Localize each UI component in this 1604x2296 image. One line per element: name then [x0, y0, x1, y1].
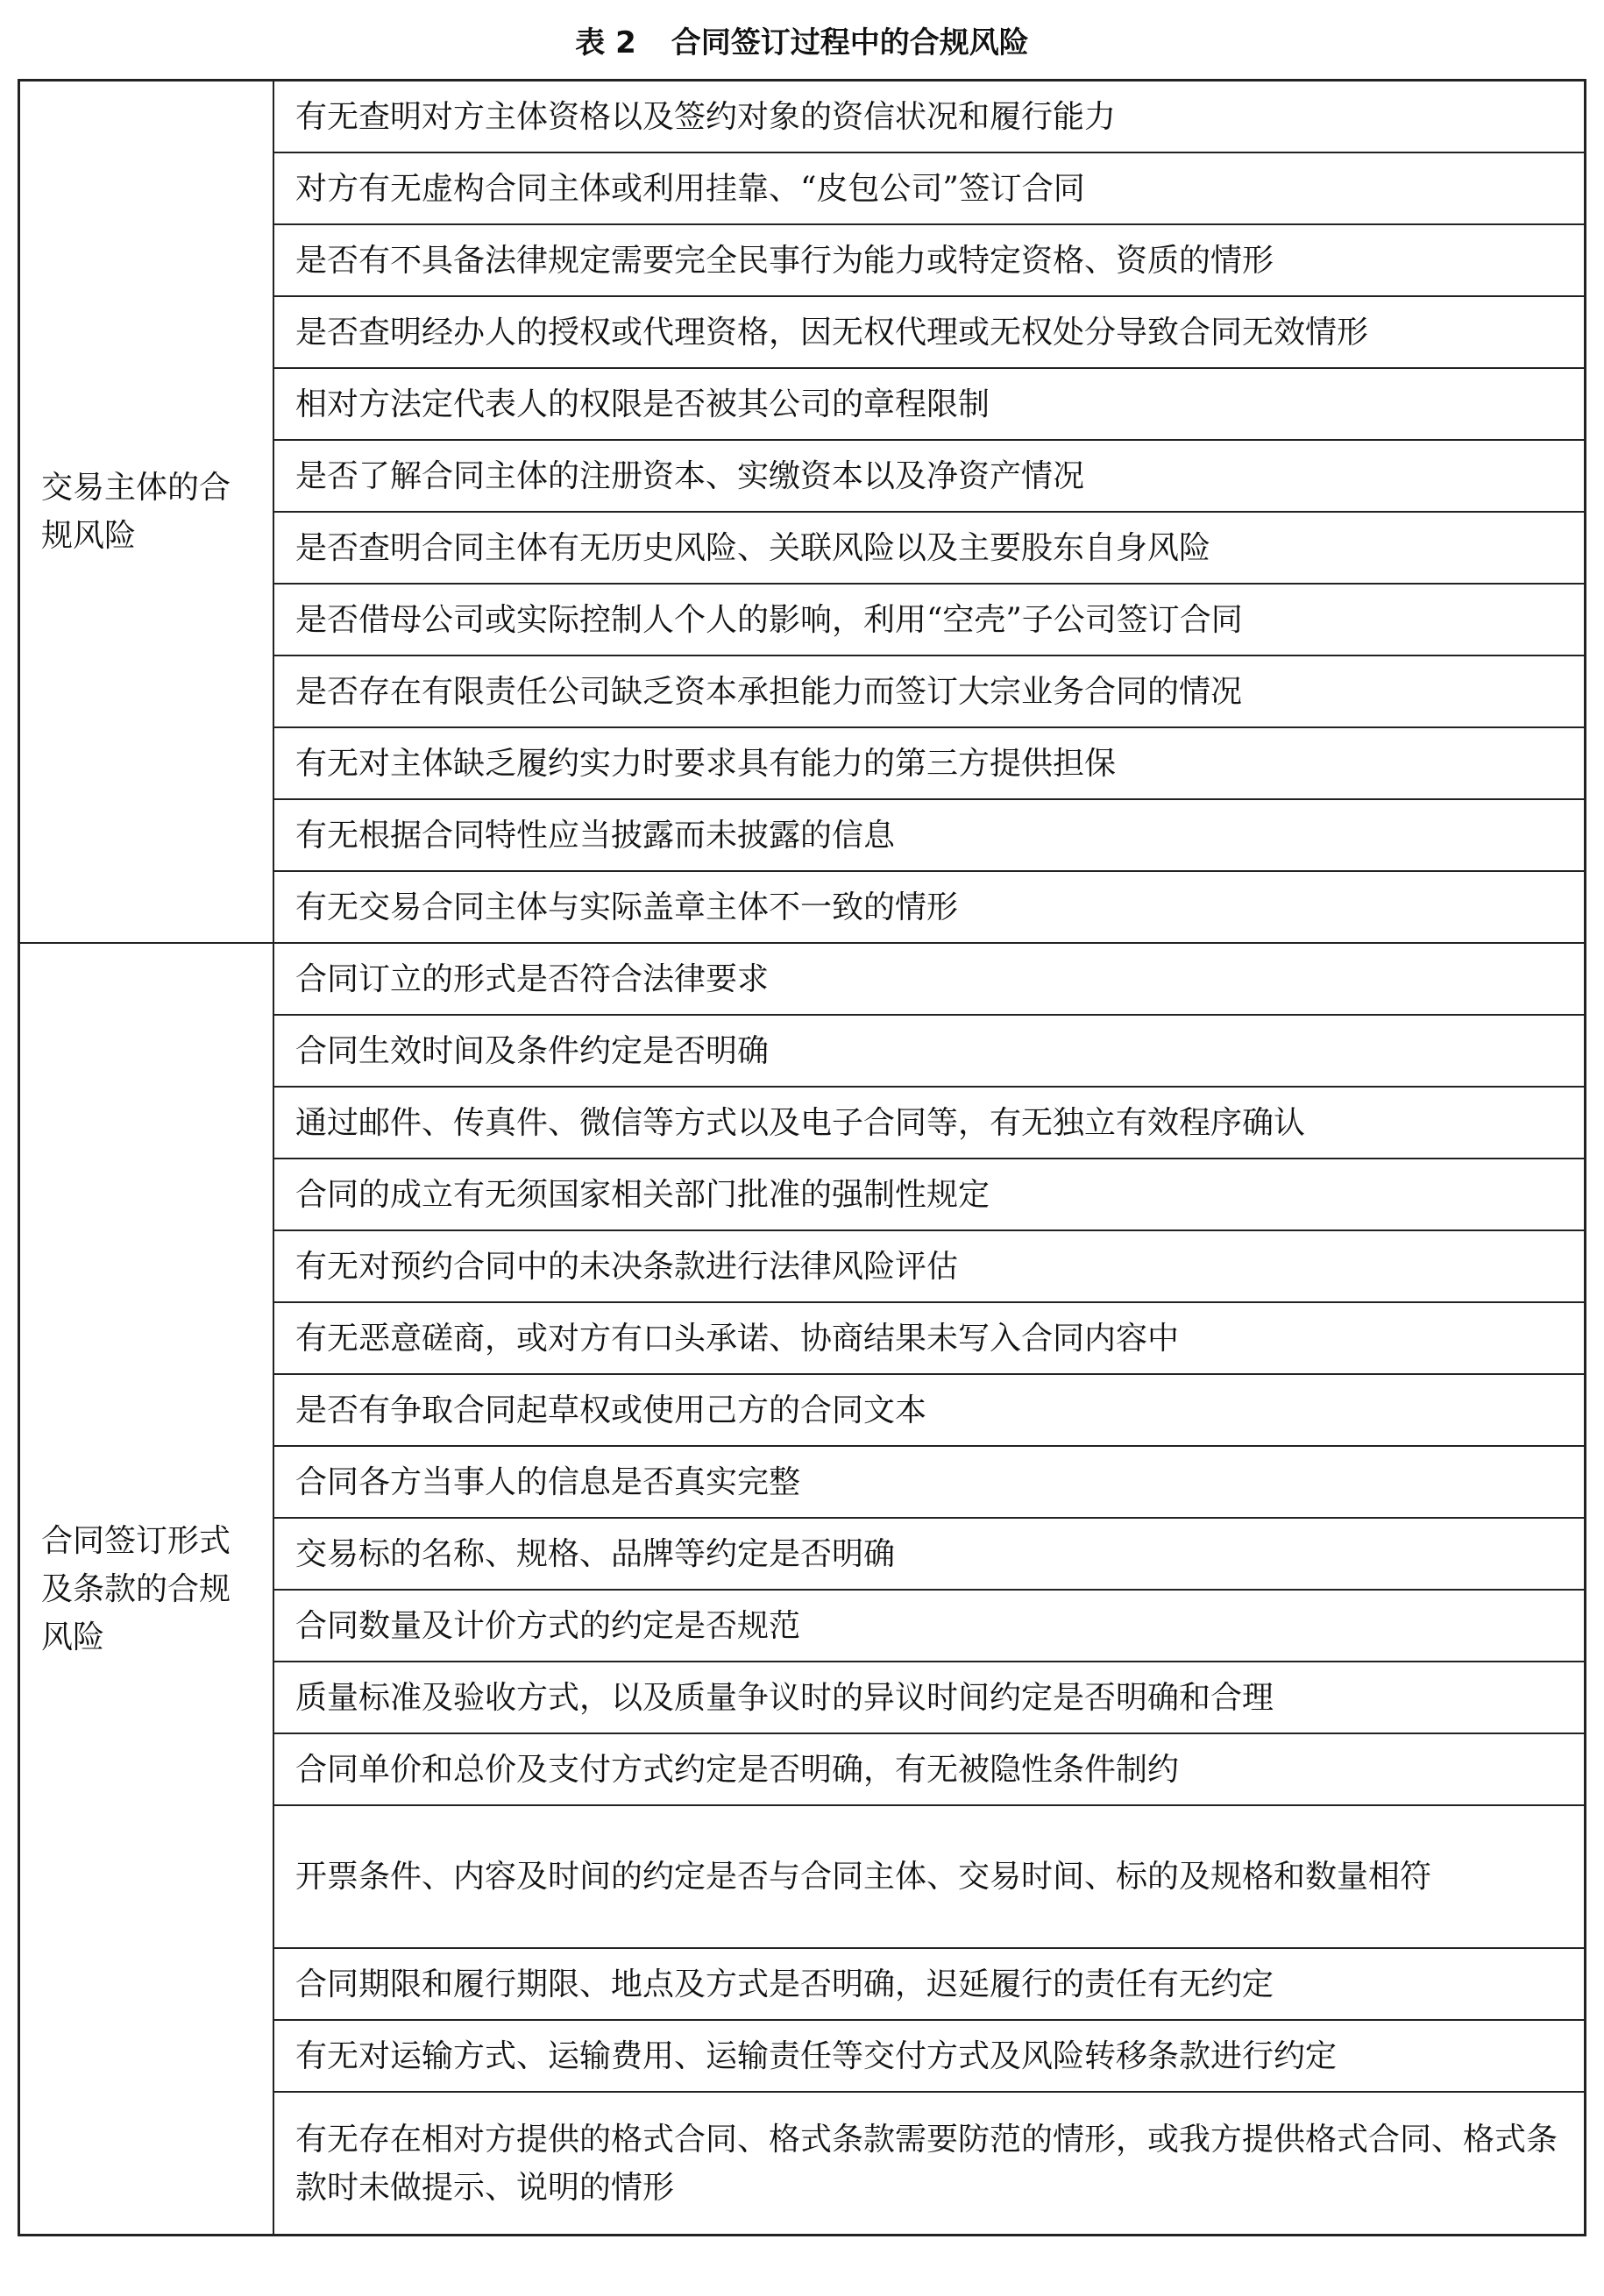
item-cell: 合同单价和总价及支付方式约定是否明确，有无被隐性条件制约 — [273, 1733, 1586, 1805]
item-cell: 是否了解合同主体的注册资本、实缴资本以及净资产情况 — [273, 440, 1586, 512]
item-cell: 有无交易合同主体与实际盖章主体不一致的情形 — [273, 871, 1586, 943]
item-cell: 开票条件、内容及时间的约定是否与合同主体、交易时间、标的及规格和数量相符 — [273, 1805, 1586, 1948]
compliance-risk-table — [18, 79, 1586, 2236]
item-cell: 有无存在相对方提供的格式合同、格式条款需要防范的情形，或我方提供格式合同、格式条款时未做提示、说明的情形 — [273, 2092, 1586, 2236]
item-cell: 有无对运输方式、运输费用、运输责任等交付方式及风险转移条款进行约定 — [273, 2020, 1586, 2092]
item-cell: 通过邮件、传真件、微信等方式以及电子合同等，有无独立有效程序确认 — [273, 1087, 1586, 1159]
category-cell: 合同签订形式及条款的合规风险 — [19, 943, 274, 2236]
item-cell: 合同各方当事人的信息是否真实完整 — [273, 1446, 1586, 1518]
item-cell: 合同生效时间及条件约定是否明确 — [273, 1015, 1586, 1087]
table-number: 表 2 — [575, 25, 636, 60]
item-cell: 是否存在有限责任公司缺乏资本承担能力而签订大宗业务合同的情况 — [273, 655, 1586, 727]
item-cell: 有无查明对方主体资格以及签约对象的资信状况和履行能力 — [273, 81, 1586, 153]
category-cell: 交易主体的合规风险 — [19, 81, 274, 944]
item-cell: 是否有争取合同起草权或使用己方的合同文本 — [273, 1374, 1586, 1446]
item-cell: 有无对预约合同中的未决条款进行法律风险评估 — [273, 1230, 1586, 1302]
item-cell: 是否查明合同主体有无历史风险、关联风险以及主要股东自身风险 — [273, 512, 1586, 584]
item-cell: 交易标的名称、规格、品牌等约定是否明确 — [273, 1518, 1586, 1590]
item-cell: 有无恶意磋商，或对方有口头承诺、协商结果未写入合同内容中 — [273, 1302, 1586, 1374]
item-cell: 合同订立的形式是否符合法律要求 — [273, 943, 1586, 1015]
table-title: 合同签订过程中的合规风险 — [671, 25, 1029, 60]
table-row — [19, 81, 1586, 153]
item-cell: 是否借母公司或实际控制人个人的影响，利用“空壳”子公司签订合同 — [273, 584, 1586, 655]
item-cell: 合同的成立有无须国家相关部门批准的强制性规定 — [273, 1159, 1586, 1230]
item-cell: 质量标准及验收方式，以及质量争议时的异议时间约定是否明确和合理 — [273, 1662, 1586, 1733]
item-cell: 合同期限和履行期限、地点及方式是否明确，迟延履行的责任有无约定 — [273, 1948, 1586, 2020]
table-caption — [0, 12, 1604, 74]
item-cell: 有无根据合同特性应当披露而未披露的信息 — [273, 799, 1586, 871]
table-row — [19, 943, 1586, 1015]
item-cell: 合同数量及计价方式的约定是否规范 — [273, 1590, 1586, 1662]
item-cell: 对方有无虚构合同主体或利用挂靠、“皮包公司”签订合同 — [273, 152, 1586, 224]
item-cell: 是否有不具备法律规定需要完全民事行为能力或特定资格、资质的情形 — [273, 224, 1586, 296]
item-cell: 相对方法定代表人的权限是否被其公司的章程限制 — [273, 368, 1586, 440]
item-cell: 有无对主体缺乏履约实力时要求具有能力的第三方提供担保 — [273, 727, 1586, 799]
item-cell: 是否查明经办人的授权或代理资格，因无权代理或无权处分导致合同无效情形 — [273, 296, 1586, 368]
